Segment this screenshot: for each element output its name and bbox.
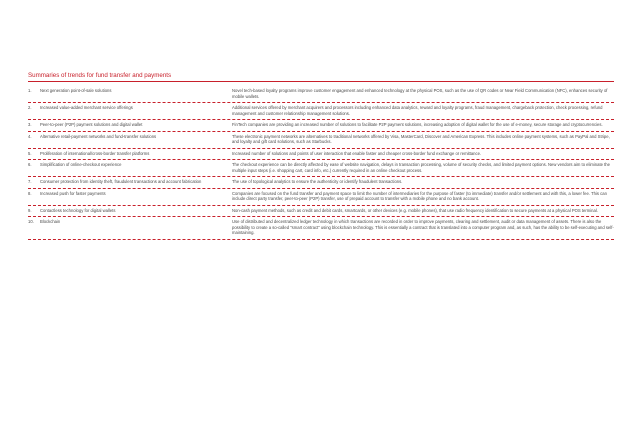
table-row [28,120,614,132]
trend-name: Blockchain [40,219,61,224]
table-row [28,177,614,189]
trend-description: The checkout experience can be directly affected by ease of website navigation, delays in transaction processing, volume of security checks, and limited payment options. New vendors aim to eliminate the multiple input steps (i.e. shopping cart, card info, etc.) currently required in an online checkout process. [232,162,610,173]
table-row [28,217,614,240]
trend-name: Alternative retail-payment networks and fund-transfer solutions [40,133,157,139]
row-number: 5. [28,150,32,156]
trend-description: Use of distributed and decentralized ledger technology in which transactions are recorded in order to improve payments, clearing and settlement, audit or data management of assets. There is also the possibility to create a so-called "smart contract" using blockchain technology. This is essentially a contract that is translated into a computer program and, as such, has the ability to be self-executing and self-maintaining. [232,219,614,235]
trend-name: Increased value-added merchant service offerings [40,105,133,110]
row-number: 9. [28,207,32,213]
trend-name: Proliferation of international/cross-border transfer platforms [40,150,150,156]
row-number: 2. [28,105,32,110]
trend-name: Consumer protection from identity theft, fraudulent transactions and account fabrication [40,179,202,184]
page-title: Summaries of trends for fund transfer and payments [28,72,614,82]
row-number: 3. [28,122,32,127]
trend-name: Increased push for faster payments [40,190,106,196]
row-number: 1. [28,88,32,93]
document-page [28,72,614,240]
row-number: 8. [28,190,32,196]
table-row [28,160,614,177]
trend-description: These electronic payment networks are alternatives to traditional networks offered by Visa, MasterCard, Discover and American Express. This includes online payment systems, such as PayPal and Stripe, and loyalty and gift card solutions, such as Starbucks. [232,133,610,144]
table-row [28,132,614,149]
row-number: 6. [28,162,32,167]
trend-description: Non-cash payment methods, such as credit and debit cards, smartcards, or other devices (e.g. mobile phones), that use radio frequency identification to secure payments at a physical POS terminal. [232,207,598,213]
trend-name: Peer-to-peer (P2P) payment solutions and digital wallet [40,122,143,127]
trends-table [28,86,614,240]
row-number: 10. [28,219,34,224]
trend-description: The use of topological analytics to ensure the authenticity or identify fraudulent transactions. [232,179,403,184]
table-row [28,206,614,218]
table-row [28,86,614,103]
row-number: 7. [28,179,32,184]
table-row [28,149,614,161]
trend-name: Contactless technology for digital wallets [40,207,116,213]
row-number: 4. [28,133,32,139]
trend-name: Simplification of online-checkout experience [40,162,122,167]
table-row [28,189,614,206]
table-row [28,103,614,120]
trend-description: Companies are focused on the fund transfer and payment space to limit the number of intermediaries for the purpose of faster (to immediate) transfer and/or settlement and with this, a lower fee. This can include direct party transfer, peer-to-peer (P2P) transfer, use of prepaid account to transfer with a mobile phone and no bank account. [232,190,607,201]
trend-description: Increased number of solutions and points of user interaction that enable faster and cheaper cross-border fund exchange or remittance. [232,150,482,156]
trend-description: Additional services offered by merchant acquirers and processors including enhanced data analytics, reward and loyalty programs, fraud management, chargeback protection, check processing, refund management and customer relationship management solutions. [232,105,603,116]
trend-description: Novel tech-based loyalty programs improve customer engagement and enhanced technology at the physical POS, such as the use of QR codes or Near Field Communication (NFC), enhances security of mobile wallets. [232,88,608,99]
trend-name: Next generation point-of-sale solutions [40,88,112,93]
trend-description: FinTech companies are providing an increased number of solutions to facilitate P2P payment solutions, increasing adoption of digital wallet for the use of e-money, secure storage and cryptocurrencies. [232,122,603,127]
